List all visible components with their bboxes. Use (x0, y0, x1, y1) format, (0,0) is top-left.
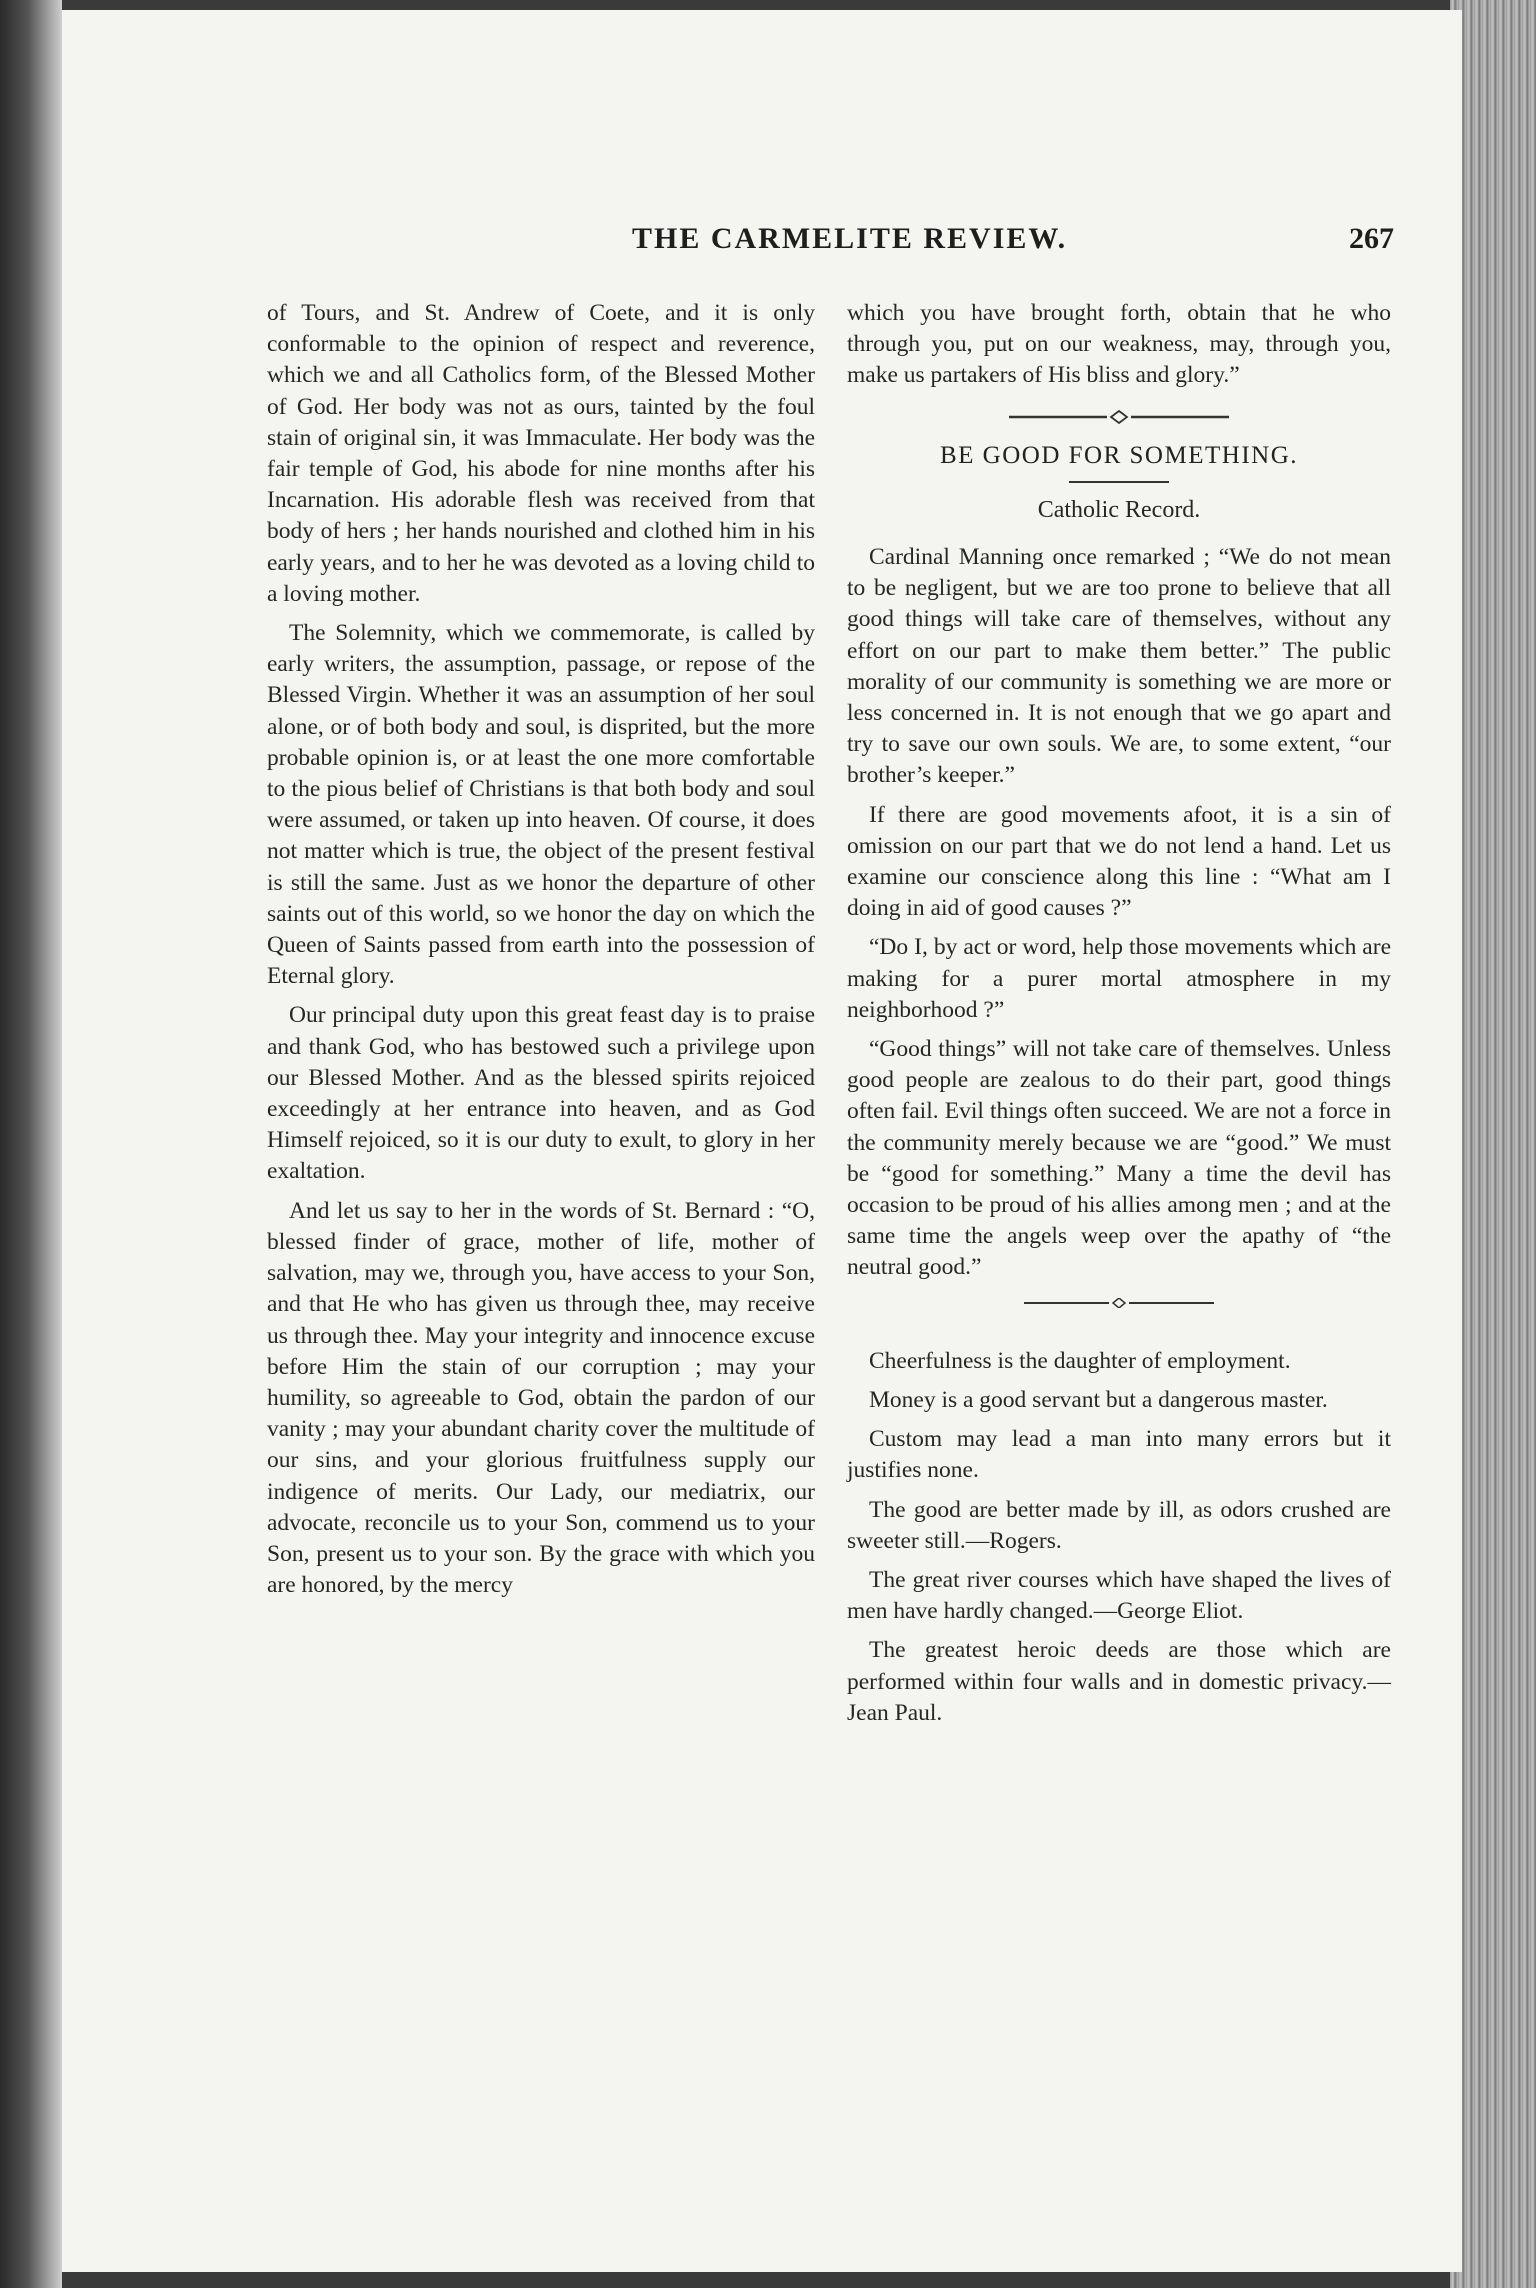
left-column (267, 298, 815, 1609)
left-paragraph-4: And let us say to her in the words of St. Bernard : “O, blessed finder of grace, mother of life, mother of salvation, may we, through you, have access to your Son, and that He who has given us through thee, may receive us through thee. May your integrity and innocence excuse before Him the stain of our corruption ; may your humility, so agreeable to God, obtain the pardon of our vanity ; may your abundant charity cover the multitude of our sins, and your glorious fruitfulness supply our indigence of merits. Our Lady, our mediatrix, our advocate, reconcile us to your Son, commend us to your Son, present us to your son. By the grace with which you are honored, by the mercy (267, 1197, 815, 1599)
ornamental-rule-small (1024, 1298, 1214, 1308)
right-column (847, 298, 1391, 1737)
left-paragraph-1: of Tours, and St. Andrew of Coete, and it is only conformable to the opinion of respect and reverence, which we and all Catholics form, of the Blessed Mother of God. Her body was not as ours, tainted by the foul stain of original sin, it was Immaculate. Her body was the fair temple of God, his abode for nine months after his Incarnation. His adorable flesh was received from that body of hers ; her hands nourished and clothed him in his early years, and to her he was devoted as a loving child to a loving mother. (267, 300, 815, 607)
spacer (847, 1324, 1391, 1346)
left-paragraph-3: Our principal duty upon this great feast day is to praise and thank God, who has bestowed such a privilege upon our Blessed Mother. And as the blessed spirits rejoiced exceedingly at her entrance into heaven, and as God Himself rejoiced, so it is our duty to exult, to glory in her exaltation. (267, 1002, 815, 1185)
maxim-1: Cheerfulness is the daughter of employment. (869, 1347, 1291, 1374)
article-title: BE GOOD FOR SOMETHING. (939, 441, 1298, 469)
article-paragraph-1: Cardinal Manning once remarked ; “We do not mean to be negligent, but we are too prone to believe that all good things will take care of themselves, without any effort on our part to make them better.” The public morality of our community is something we are more or less concerned in. It is not enough that we go apart and try to save our own souls. We are, to some extent, “our brother’s keeper.” (847, 544, 1391, 789)
maxim-5: The great river courses which have shaped the lives of men have hardly changed.—George Eliot. (847, 1566, 1391, 1625)
book-page (62, 10, 1462, 2272)
page-header (62, 222, 1462, 262)
maxim-4: The good are better made by ill, as odors crushed are sweeter still.—Rogers. (847, 1496, 1391, 1554)
title-underline (1069, 481, 1169, 483)
article-paragraph-4: “Good things” will not take care of themselves. Unless good people are zealous to do their part, good things often fail. Evil things often succeed. We are not a force in the community merely because we are “good.” We must be “good for something.” Many a time the devil has occasion to be proud of his allies among men ; and at the same time the angels weep over the apathy of “the neutral good.” (847, 1036, 1391, 1281)
continuation-paragraph: which you have brought forth, obtain that he who through you, put on our weakness, may, through you, make us partakers of His bliss and glory.” (847, 300, 1391, 389)
book-page-edges (1450, 0, 1536, 2288)
running-title: THE CARMELITE REVIEW. (632, 222, 1068, 255)
left-paragraph-2: The Solemnity, which we commemorate, is called by early writers, the assumption, passage, or repose of the Blessed Virgin. Whether it was an assumption of her soul alone, or of both body and soul, is disprited, but the more probable opinion is, or at least the one more comfortable to the pious belief of Christians is that both body and soul were assumed, or taken up into heaven. Of course, it does not matter which is true, the object of the present festival is still the same. Just as we honor the departure of other saints out of this world, so we honor the day on which the Queen of Saints passed from earth into the possession of Eternal glory. (267, 620, 815, 990)
article-paragraph-2: If there are good movements afoot, it is a sin of omission on our part that we do not lend a hand. Let us examine our conscience along this line : “What am I doing in aid of good causes ?” (847, 801, 1391, 922)
ornamental-rule (1009, 410, 1229, 424)
book-gutter-shadow (0, 0, 62, 2288)
page-number: 267 (1349, 222, 1394, 255)
maxim-6: The greatest heroic deeds are those which are performed within four walls and in domestic privacy.—Jean Paul. (847, 1637, 1391, 1726)
article-paragraph-3: “Do I, by act or word, help those movements which are making for a purer mortal atmosphere in my neighborhood ?” (847, 934, 1391, 1023)
article-byline: Catholic Record. (1037, 496, 1201, 523)
maxim-3: Custom may lead a man into many errors but it justifies none. (847, 1426, 1391, 1484)
maxim-2: Money is a good servant but a dangerous master. (869, 1386, 1328, 1413)
